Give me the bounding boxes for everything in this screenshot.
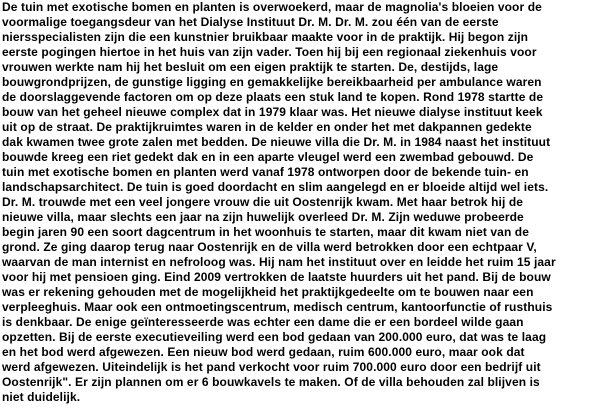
- text-line: uit op de straat. De praktijkruimtes waren in de kelder en onder het met dakpannen gedekte: [2, 120, 532, 134]
- article-text: [2, 0, 602, 414]
- text-line: Oostenrijk". Er zijn plannen om er 6 bouwkavels te maken. Of de villa behouden zal blijven is: [2, 375, 540, 389]
- text-line: grond. Ze ging daarop terug naar Oostenrijk en de villa werd betrokken door een echtpaar V,: [2, 240, 537, 254]
- text-line: werd afgewezen. Uiteindelijk is het pand verkocht voor ruim 700.000 euro door een bedrijf uit: [2, 360, 541, 374]
- text-line: landschapsarchitect. De tuin is goed doordacht en slim aangelegd en er bloeide altijd wel iets.: [2, 180, 549, 194]
- text-line: bouw van het geheel nieuwe complex dat in 1979 klaar was. Het nieuwe dialyse instituut keek: [2, 105, 543, 119]
- text-line: en het bod werd afgewezen. Een nieuw bod werd gedaan, ruim 600.000 euro, maar ook dat: [2, 345, 525, 359]
- text-line: eerste pogingen hiertoe in het huis van zijn vader. Toen hij bij een regionaal ziekenhuis voor: [2, 45, 537, 59]
- text-line: bouwgrondprijzen, de gunstige ligging en gemakkelijke bereikbaarheid per ambulance waren: [2, 75, 542, 89]
- text-line: De tuin met exotische bomen en planten is overwoekerd, maar de magnolia's bloeien voor de: [2, 0, 542, 14]
- text-line: vrouwen werkte nam hij het besluit om een eigen praktijk te starten. De, destijds, lage: [2, 60, 499, 74]
- text-line: voor hij met pensioen ging. Eind 2009 vertrokken de laatste huurders uit het pand. Bij de bouw: [2, 270, 551, 284]
- text-line: begin jaren 90 een soort dagcentrum in het woonhuis te starten, maar dit kwam niet van de: [2, 225, 530, 239]
- text-line: nieuwe villa, maar slechts een jaar na zijn huwelijk overleed Dr. M. Zijn weduwe probeerde: [2, 210, 524, 224]
- text-line: dak kwamen twee grote zalen met bedden. De nieuwe villa die Dr. M. in 1984 naast het instituut: [2, 135, 551, 149]
- text-line: niet duidelijk.: [2, 390, 81, 404]
- text-line: niersspecialisten zijn die een kunstnier bruikbaar maakte voor in de praktijk. Hij begon zijn: [2, 30, 529, 44]
- text-line: waarvan de man internist en nefroloog was. Hij nam het instituut over en leidde het ruim 15 jaar: [2, 255, 556, 269]
- text-line: voormalige toegangsdeur van het Dialyse Instituut Dr. M. Dr. M. zou één van de eerste: [2, 15, 499, 29]
- text-line: verpleeghuis. Maar ook een ontmoetingscentrum, medisch centrum, kantoorfunctie of rusthuis: [2, 300, 553, 314]
- text-line: bouwde kreeg een riet gedekt dak en in een aparte vleugel werd een zwembad gebouwd. De: [2, 150, 534, 164]
- text-line: Dr. M. trouwde met een veel jongere vrouw die uit Oostenrijk kwam. Met haar betrok hij de: [2, 195, 524, 209]
- text-line: was er rekening gehouden met de mogelijkheid het praktijkgedeelte om te bouwen naar een: [2, 285, 534, 299]
- text-line: tuin met exotische bomen en planten werd vanaf 1978 ontworpen door de bekende tuin- en: [2, 165, 529, 179]
- text-line: opzetten. Bij de eerste executieveiling werd een bod gedaan van 200.000 euro, dat was te laag: [2, 330, 547, 344]
- text-line: de doorslaggevende factoren om op deze plaats een stuk land te kopen. Rond 1978 startte de: [2, 90, 544, 104]
- text-line: is denkbaar. De enige geïnteresseerde was echter een dame die er een bordeel wilde gaan: [2, 315, 524, 329]
